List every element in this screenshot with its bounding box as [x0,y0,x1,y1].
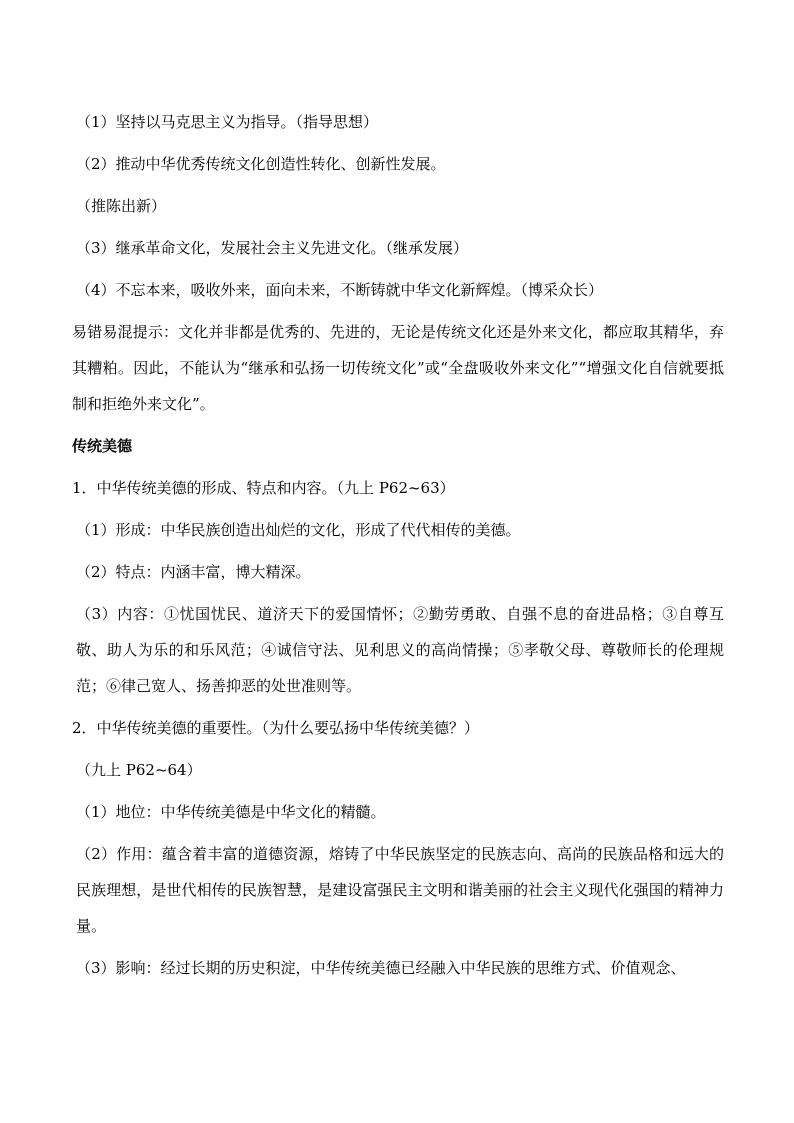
q1-content: （3）内容：①忧国忧民、道济天下的爱国情怀；②勤劳勇敢、自强不息的奋进品格；③自尊互敬、助人为乐的和乐风范；④诚信守法、见利思义的高尚情操；⑤孝敬父母、尊敬师长的伦理规范；⑥律己宽人、扬善抑恶的处世准则等。 [76,605,724,695]
q1-title: 1．中华传统美德的形成、特点和内容。（九上 P62~63） [72,479,455,497]
q2-role: （2）作用：蕴含着丰富的道德资源，熔铸了中华民族坚定的民族志向、高尚的民族品格和远大的民族理想，是世代相传的民族智慧，是建设富强民主文明和谐美丽的社会主义现代化强国的精神力量。 [76,845,724,935]
q2-status: （1）地位：中华传统美德是中华文化的精髓。 [76,803,386,821]
document-page [72,101,724,989]
guideline-2-note: （推陈出新） [76,197,167,215]
guideline-1: （1）坚持以马克思主义为指导。（指导思想） [76,113,379,131]
error-tip: 易错易混提示：文化并非都是优秀的、先进的，无论是传统文化还是外来文化，都应取其精华，弃其糟粕。因此，不能认为“继承和弘扬一切传统文化”或“全盘吸收外来文化”“增强文化自信就要抵制和拒绝外来文化”。 [72,323,724,413]
q1-features: （2）特点：内涵丰富，博大精深。 [76,563,311,581]
q2-impact: （3）影响：经过长期的历史积淀，中华传统美德已经融入中华民族的思维方式、价值观念、 [76,959,686,977]
guideline-2: （2）推动中华优秀传统文化创造性转化、创新性发展。 [76,155,446,173]
q2-ref: （九上 P62~64） [76,761,202,779]
guideline-4: （4）不忘本来，吸收外来，面向未来，不断铸就中华文化新辉煌。（博采众长） [76,281,604,299]
section-title: 传统美德 [72,437,133,455]
q2-title: 2．中华传统美德的重要性。（为什么要弘扬中华传统美德？） [72,719,480,737]
q1-formation: （1）形成：中华民族创造出灿烂的文化，形成了代代相传的美德。 [76,521,521,539]
guideline-3: （3）继承革命文化，发展社会主义先进文化。（继承发展） [76,239,469,257]
